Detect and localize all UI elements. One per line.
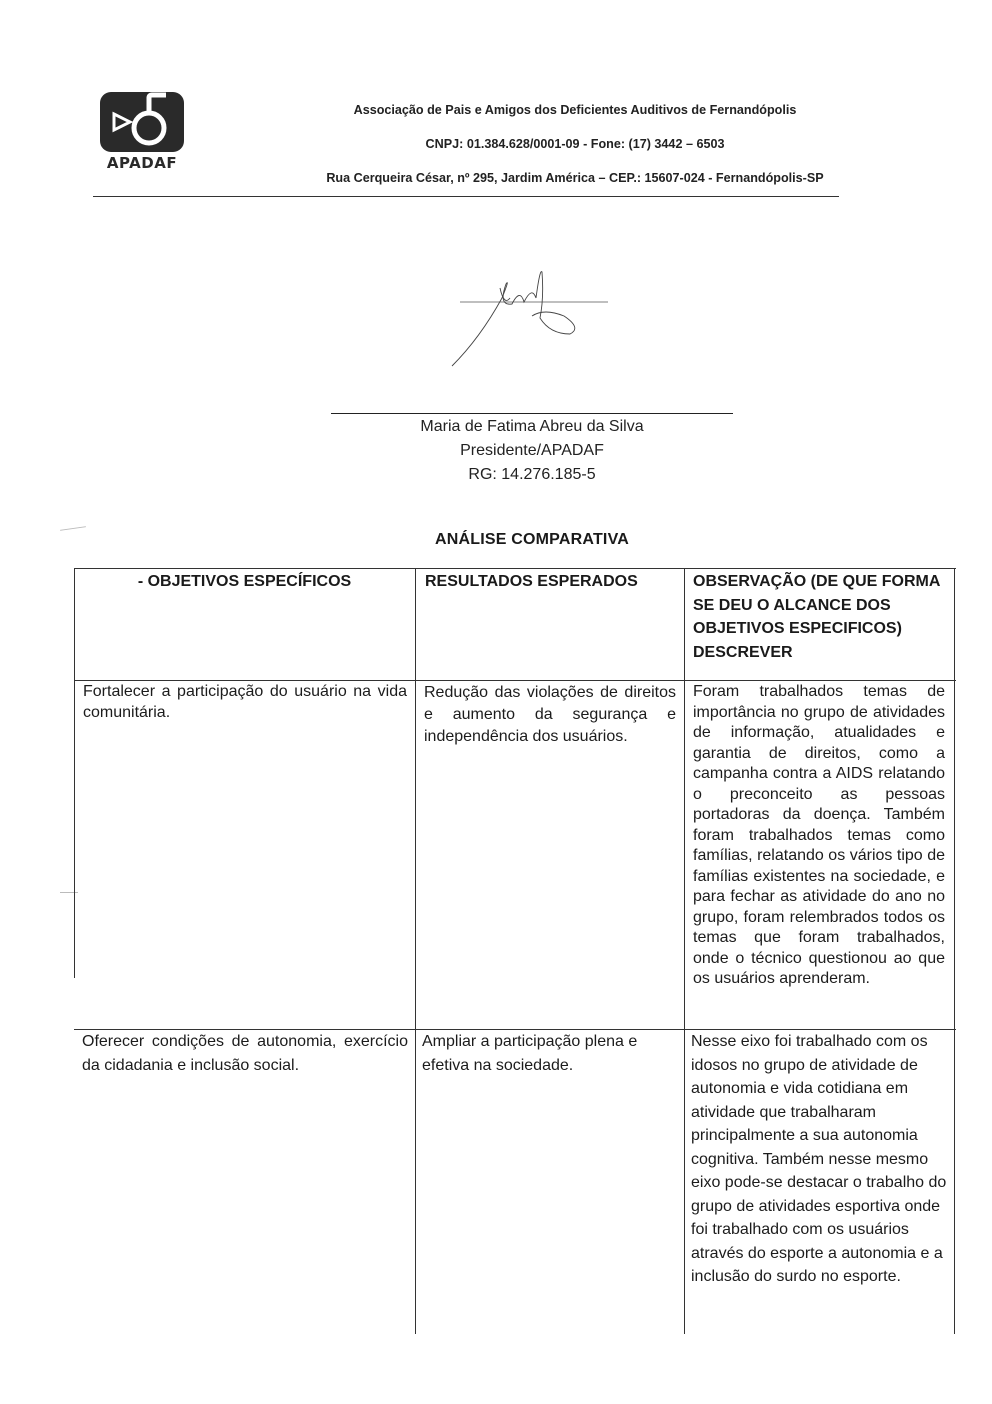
signatory-rg: RG: 14.276.185-5 (468, 466, 596, 483)
cnpj-phone: CNPJ: 01.384.628/0001-09 - Fone: (17) 3442 – 6503 (425, 137, 725, 151)
row1-objective: Fortalecer a participação do usuário na vida comunitária. (83, 683, 407, 721)
signatory-name: Maria de Fatima Abreu da Silva (420, 418, 644, 435)
row-divider (74, 680, 956, 681)
column-divider (415, 568, 416, 1334)
row2-objective: Oferecer condições de autonomia, exercício da cidadania e inclusão social. (82, 1033, 408, 1074)
table-border-left (74, 568, 75, 978)
comparative-analysis-table (74, 568, 956, 1334)
header-observation: OBSERVAÇÃO (DE QUE FORMA SE DEU O ALCANCE DOS OBJETIVOS ESPECIFICOS) DESCREVER (693, 573, 940, 661)
row2-observation: Nesse eixo foi trabalhado com os idosos no grupo de atividade de autonomia e vida cotidiana em atividade que trabalharam principalmente a sua autonomia cognitiva. Também nesse mesmo eixo pode-se destacar o trabalho do grupo de atividades esportiva onde foi trabalhado com os usuários através do esporte a autonomia e a inclusão do surdo no esporte. (691, 1033, 947, 1285)
signatory-role: Presidente/APADAF (460, 442, 604, 459)
header-divider (93, 196, 839, 197)
row1-observation: Foram trabalhados temas de importância no grupo de atividades de informação, atualidades e garantia de direitos, como a campanha contra a AIDS relatando o preconceito as pessoas portadoras da doença. Também foram trabalhados temas como famílias, relatando os vários tipo de famílias existentes na sociedade, e para fechar as atividade do ano no grupo, foram relembrados todos os temas que foram trabalhados, onde o técnico questionou ao que os usuários aprenderam. (693, 683, 945, 987)
header-objectives: - OBJETIVOS ESPECÍFICOS (137, 573, 352, 590)
header-expected-results: RESULTADOS ESPERADOS (425, 573, 638, 590)
address: Rua Cerqueira César, nº 295, Jardim América – CEP.: 15607-024 - Fernandópolis-SP (326, 171, 824, 185)
column-divider (684, 568, 685, 1334)
apadaf-logo (96, 92, 188, 174)
handwritten-signature (440, 258, 620, 378)
signature-line (331, 413, 733, 414)
scan-artifact (60, 526, 86, 531)
page-title: ANÁLISE COMPARATIVA (434, 531, 630, 548)
table-border-top (74, 568, 956, 569)
table-border-right (954, 568, 955, 1334)
association-name: Associação de Pais e Amigos dos Deficientes Auditivos de Fernandópolis (353, 103, 797, 117)
row1-expected: Redução das violações de direitos e aumento da segurança e independência dos usuários. (424, 684, 676, 745)
row2-expected: Ampliar a participação plena e efetiva na sociedade. (422, 1033, 638, 1074)
logo-text: APADAF (106, 154, 178, 172)
